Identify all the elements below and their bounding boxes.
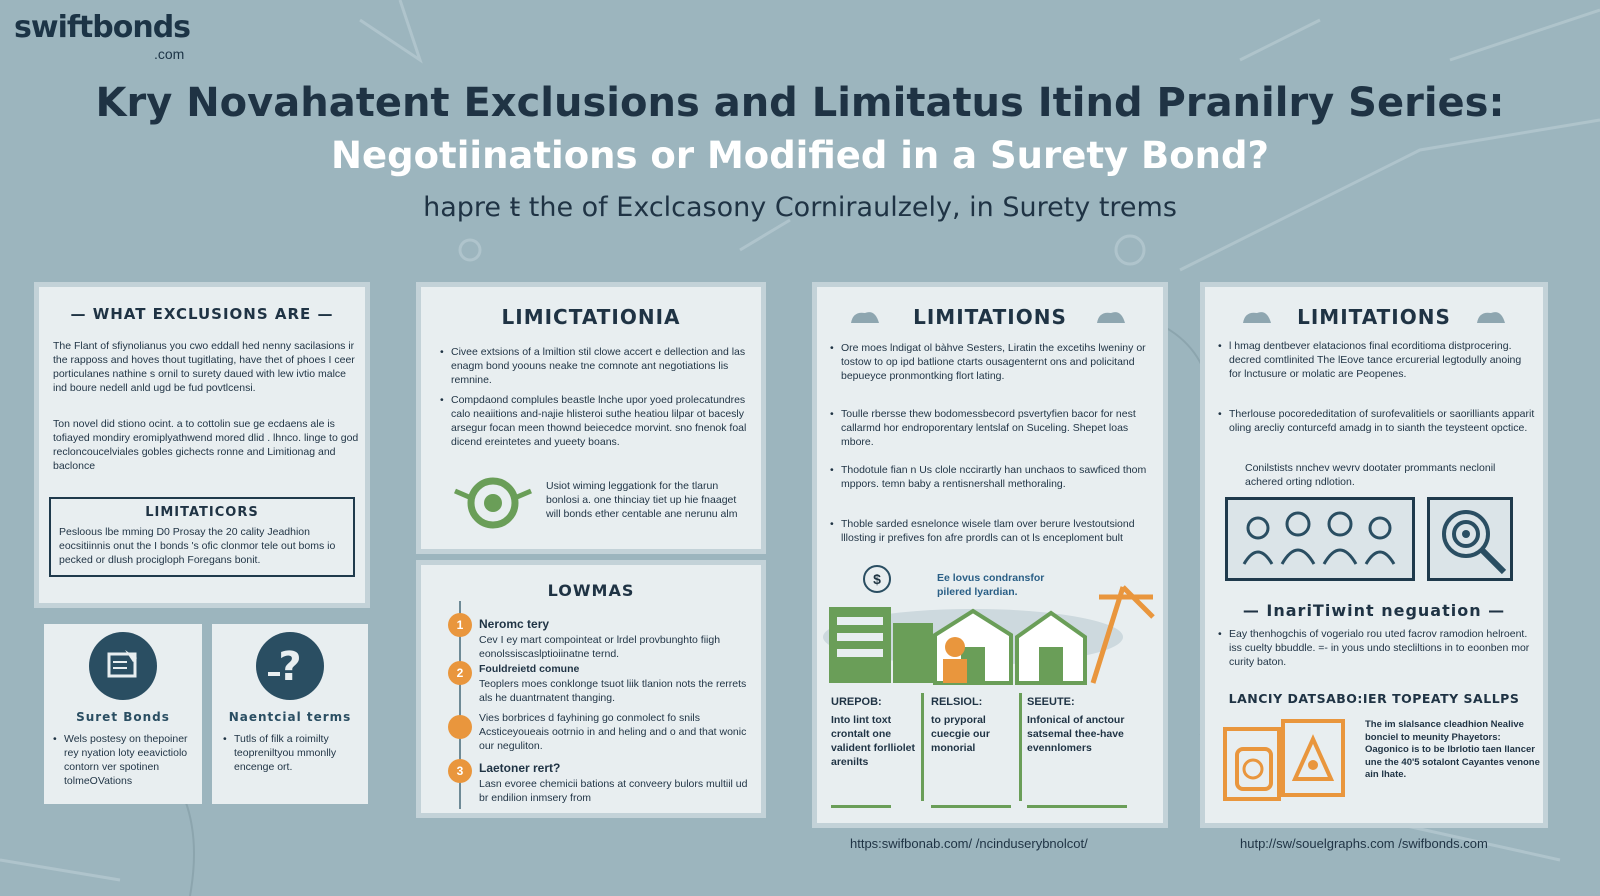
city-caption: Ee lovus condransfor pilered lyardian. <box>937 572 1045 598</box>
rule-left: — <box>1242 601 1267 620</box>
city-illustration <box>823 577 1163 687</box>
step-heading: Fouldreietd comune <box>479 663 580 675</box>
step-text: Lasn evoree chemicii bations at conveery bulors multiil ud br endilion inmsery from <box>479 778 748 804</box>
green-emblem-icon <box>451 477 535 529</box>
limitation-bullet: • Therlouse pocorededitation of surofevalitiels or saorilliants apparit oling arecliy conturcefd amadg in to sianth the teysteent opctice. <box>1229 407 1535 435</box>
card-nautical-terms <box>212 624 368 804</box>
limitations-box-text: Pesloous lbe mming D0 Prosay the 20 cality Jeadhion eocsitiinnis onut the I bonds 's ofic clonmor tele out boms io pecked or dlush procigloph Foregans bonit. <box>59 526 336 566</box>
step-number: 3 <box>448 759 472 783</box>
tagline: hapre ŧ the of Exclcasony Corniraulzely, in Surety trems <box>423 192 1177 223</box>
column-heading: UREPOB: <box>831 696 882 708</box>
document-icon <box>89 632 157 700</box>
exclusions-paragraph-2: Ton novel did stiono ocint. a to cottolin sue ge ecdaens ale is tofiayed mondiry eromiplyathwend mored dlid . lhnco. linge to god recloncoucelviales gobles gichects ronne and Limitionag and baclonce <box>53 418 359 472</box>
rule-left: — <box>70 305 93 323</box>
card-bullet: • Tutls of filk a roimilty teopreniltyou mmonlly encenge ort. <box>234 732 358 774</box>
panel-title: LIMICTATIONIA <box>501 305 681 329</box>
dollar-badge: $ <box>863 565 891 593</box>
panel-title: — WHAT EXCLUSIONS ARE — <box>70 305 334 323</box>
source-link[interactable]: hutp://sw/souelgraphs.com /swifbonds.com <box>1240 836 1488 851</box>
logo-text: swiftbonds <box>14 10 191 45</box>
column-text: Into lint toxt crontalt one valident forlliolet arenilts <box>831 714 916 768</box>
limitations-box <box>49 497 355 577</box>
column-text: Infonical of anctour satsemal thee-have evennlomers <box>1027 714 1125 754</box>
main-title: Kry Novahatent Exclusions and Limitatus Itind Pranilry Series: <box>95 80 1505 126</box>
lower-text: The im slalsance cleadhion Nealive bonciel to meunity Phayetors: Oagonico is to be lbrlotio taen llancer une the 40'5 sotalont Cayantes venone ain lhate. <box>1365 719 1540 780</box>
column-underline <box>931 805 1011 808</box>
panel-title: LIMITATIONS <box>1297 305 1451 329</box>
limitation-bullet: • Eay thenhogchis of vogerialo rou uted facrov ramodion helroent. iss cuelty bbuddle. =- in yous undo stecliltions in to eoonben mor curity baton. <box>1229 627 1535 669</box>
limitation-bullet: • Ore moes lndigat ol bàhve Sesters, Liratin the excetihs lweniny or tostow to op ipd batlione ctarts ousagenternt ons and policitand bepueyce pronmontking flort lating. <box>841 341 1155 383</box>
panel-title: LIMITATIONS <box>913 305 1067 329</box>
card-bullet-cont: contorn ver spotinen tolmeOVations <box>64 761 160 787</box>
column-divider <box>1019 693 1022 801</box>
limitation-bullet: • Thodotule fian n Us clole nccirartly han unchaos to sawficed thom mppors. temn baby a rentisnershall methoraling. <box>841 463 1155 491</box>
section-heading: LANCIY DATSABO:IER TOPEATY SALLPS <box>1228 691 1520 706</box>
limitations-box-title: LIMITATICORS <box>145 505 259 520</box>
section-heading: — InariTiwint neguation — <box>1242 601 1506 620</box>
limit-bullet-1: • Civee extsions of a lmiltion stil clowe accert e dellection and las enagm bond yoouns neake tne comnote ant negotiations lis remnine. <box>451 345 751 387</box>
card-title: Suret Bonds <box>76 710 170 724</box>
panel-limitations-right <box>1200 282 1548 828</box>
step-number: 2 <box>448 661 472 685</box>
main-subtitle: Negotiinations or Modified in a Surety Bond? <box>331 134 1269 177</box>
svg-text:?: ? <box>278 644 302 690</box>
column-text: to pryporal cuecgie our monorial <box>931 714 990 754</box>
card-title: Naentcial terms <box>228 710 352 724</box>
step-heading: Neromc tery <box>479 617 550 631</box>
logo[interactable] <box>14 10 191 62</box>
people-image <box>1225 497 1415 581</box>
column-underline <box>1027 805 1127 808</box>
limit-bullet-2: • Compdaond complules beastle lnche upor yoed prolecatundres calo neaiitions and-najie hlisteroi suthe heatiou lilpar ot bacesly arsegur focan meen thownd beiecedce morvint. sno fnenok foal dicend ereintetes and yueety boans. <box>451 393 751 449</box>
limit-side-text: Usiot wiming leggationk for the tlarun bonlosi a. one thinciay tiet up hie fnaaget will bonds ether centable ane nerunu alm <box>546 480 738 520</box>
card-surety-bonds <box>44 624 202 804</box>
question-icon <box>256 632 324 700</box>
exclusions-paragraph-1: The Flant of sfiynolianus you cwo eddall hed nenny sacilasions ir the rapposs and hoves thout tugitlating, have thet of phoes I ceer porticulanes nathine s ornil to surety daued with lew ivtio malce ind boure nedell anld ugd be fud povtlcensi. <box>53 340 355 394</box>
limitation-bullet: • Thoble sarded esnelonce wisele tlam over berure lvestoutsiond lllosting ir prefives fon afre prordls can ot ls enceploment bult <box>841 517 1155 545</box>
panel-limictationia <box>416 282 766 554</box>
target-search-image <box>1427 497 1513 581</box>
step-text: Teoplers moes conklonge tsuot liik tlanion nots the rerrets als he duantrnatent thanging. <box>479 678 747 704</box>
rule-right: — <box>1481 601 1506 620</box>
step-marker <box>448 715 472 739</box>
orange-docs-icon <box>1221 715 1349 805</box>
column-heading: RELSIOL: <box>931 696 983 708</box>
panel-limitations-main <box>812 282 1168 828</box>
panel-lowmas <box>416 560 766 818</box>
step-number: 1 <box>448 613 472 637</box>
step-text: Vies borbrices d fayhining go conmolect fo snils Acsticeyoueais ootrnio in and heling and o and that wonic our neguliton. <box>479 712 747 752</box>
column-underline <box>831 805 891 808</box>
step-text: Cev I ey mart compointeat or lrdel provbunghto fiigh eonolssiscaslptioiinatne ternd. <box>479 634 721 660</box>
limitation-bullet: • Toulle rbersse thew bodomessbecord psvertyfien bacor for nest callarmd hor endroporentary lentslaf on Suceling. Shepet loas mbore. <box>841 407 1155 449</box>
step-heading: Laetoner rert? <box>479 761 561 775</box>
card-bullet: • Wels postesy on thepoiner rey nyation loty eeavictiolo <box>64 732 190 760</box>
column-divider <box>921 693 924 801</box>
rule-right: — <box>311 305 334 323</box>
panel-what-exclusions <box>34 282 370 608</box>
logo-domain: .com <box>154 46 185 62</box>
limitation-note: Conilstists nnchev wevrv dootater prommants neclonil achered orting ndlotion. <box>1245 462 1496 488</box>
source-link[interactable]: https:swifbonab.com/ /ncinduserybnolcot/ <box>850 836 1088 851</box>
arrow-line <box>185 800 194 896</box>
panel-title: LOWMAS <box>547 581 635 600</box>
column-heading: SEEUTE: <box>1027 696 1075 708</box>
limitation-bullet: • l hmag dentbever elatacionos final ecorditioma distprocering. decred comtlinited The lEove tance ercurerial legtodully anoing for lnctusure or molatic are Peopenes. <box>1229 339 1535 381</box>
